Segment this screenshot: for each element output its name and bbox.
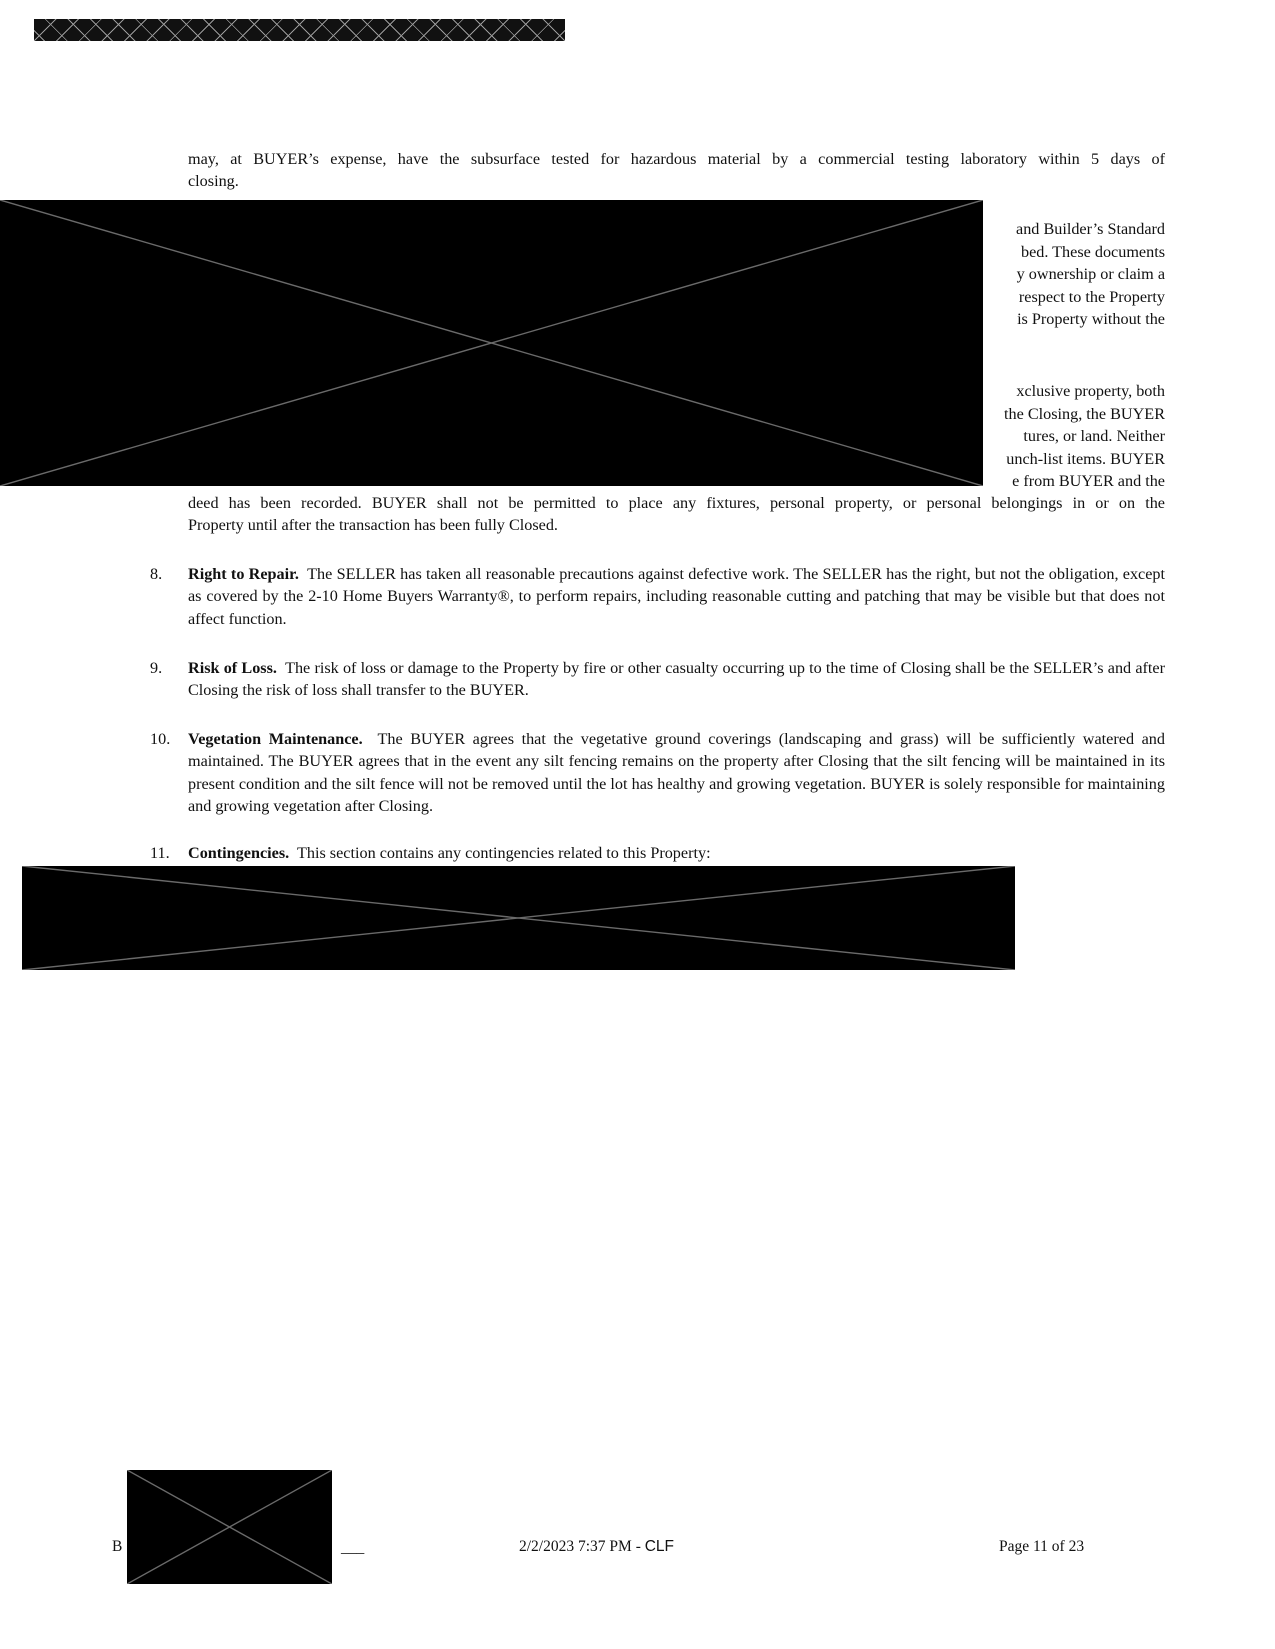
partial-line: is Property without the <box>1017 310 1165 328</box>
footer-underline: ___ <box>341 1539 365 1556</box>
section-text: The BUYER agrees that the vegetative ground coverings (landscaping and grass) will be sufficiently watered and maintained. The BUYER agrees that in the event any silt fencing remains on the property after Closing that the silt fencing will be maintained in its present condition and the silt fence will not be removed until the lot has healthy and growing vegetation. BUYER is solely responsible for maintaining and growing vegetation after Closing. <box>188 730 1165 816</box>
clf-stamp: CLF <box>644 1538 675 1555</box>
section-right-to-repair <box>188 563 1165 630</box>
section-title: Risk of Loss. <box>188 659 277 677</box>
signature-redaction <box>127 1470 332 1584</box>
partial-line: tures, or land. Neither <box>1023 427 1165 445</box>
section-vegetation-maintenance <box>188 728 1165 818</box>
section-number: 8. <box>150 565 163 583</box>
footer-timestamp <box>519 1537 674 1557</box>
partial-line: the Closing, the BUYER <box>1004 405 1165 423</box>
section-contingencies <box>188 842 1165 864</box>
section-text: The risk of loss or damage to the Property by fire or other casualty occurring up to the time of Closing shall be the SELLER’s and after Closing the risk of loss shall transfer to the BUYER. <box>188 659 1165 700</box>
section-title: Vegetation Maintenance. <box>188 730 363 748</box>
body-line: may, at BUYER’s expense, have the subsurface tested for hazardous material by a commercial testing laboratory within 5 days of <box>188 150 1165 168</box>
section-text: The SELLER has taken all reasonable precautions against defective work. The SELLER has the right, but not the obligation, except as covered by the 2-10 Home Buyers Warranty®, to perform repairs, including reasonable cutting and patching that may be visible but that does not affect function. <box>188 565 1166 628</box>
body-line: deed has been recorded. BUYER shall not be permitted to place any fixtures, personal property, or personal belongings in or on the <box>188 494 1165 512</box>
body-line: closing. <box>188 172 239 190</box>
timestamp-text: 2/2/2023 7:37 PM - <box>519 1538 645 1555</box>
section-title: Right to Repair. <box>188 565 299 583</box>
section-title: Contingencies. <box>188 844 290 862</box>
partial-line: y ownership or claim a <box>1016 265 1165 283</box>
partial-line: bed. These documents <box>1020 243 1165 261</box>
section-number: 9. <box>150 659 163 677</box>
redaction-block <box>0 200 983 486</box>
body-line: Property until after the transaction has been fully Closed. <box>188 516 558 534</box>
section-number: 11. <box>150 844 170 862</box>
section-risk-of-loss <box>188 657 1165 702</box>
redaction-block <box>22 866 1015 970</box>
page-number: Page 11 of 23 <box>999 1538 1085 1555</box>
footer-initial: B <box>112 1538 123 1555</box>
partial-line: xclusive property, both <box>1016 382 1165 400</box>
partial-line: unch-list items. BUYER <box>1006 450 1165 468</box>
section-number: 10. <box>150 730 171 748</box>
section-text: This section contains any contingencies related to this Property: <box>296 844 711 862</box>
partial-line: and Builder’s Standard <box>1016 220 1165 238</box>
partial-line: respect to the Property <box>1018 288 1165 306</box>
header-redaction-bar <box>34 19 565 41</box>
partial-line: e from BUYER and the <box>1012 472 1165 490</box>
